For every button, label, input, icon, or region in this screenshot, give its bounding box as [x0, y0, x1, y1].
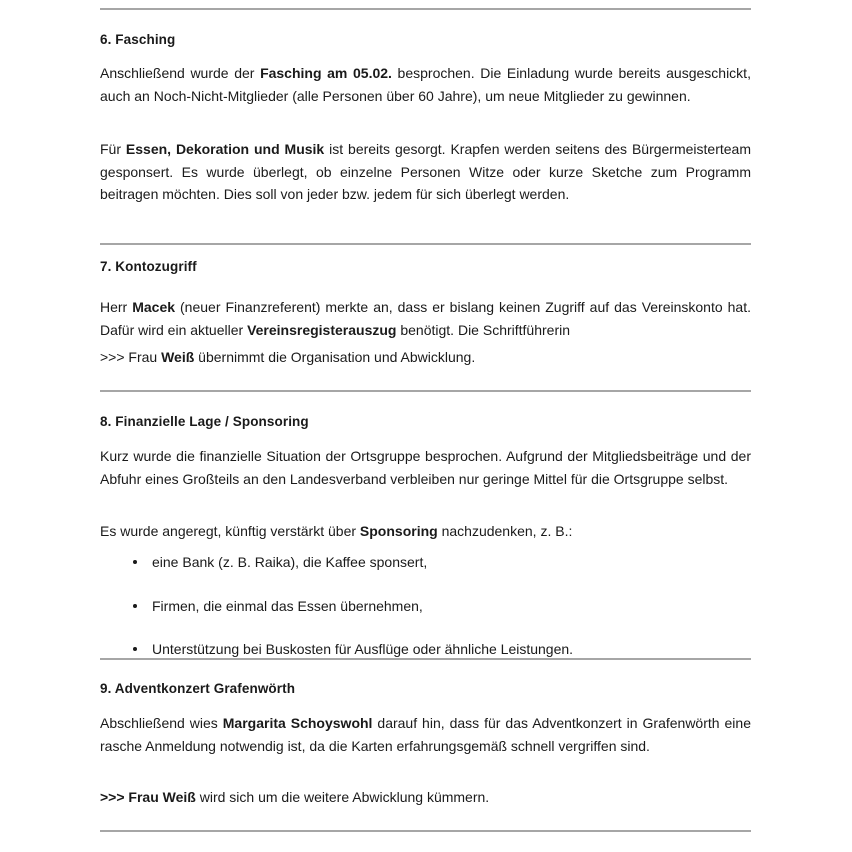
section-9-action-item — [100, 786, 751, 809]
body-text-run: benötigt. Die Schriftführerin — [396, 321, 570, 338]
emphasis-text: Weiß — [161, 349, 195, 365]
list-item-label: eine Bank (z. B. Raika), die Kaffee sponsert, — [152, 554, 428, 570]
emphasis-text: Fasching am 05.02. — [260, 65, 392, 81]
section-divider-8 — [100, 390, 751, 392]
body-text-run: nachzudenken, z. B.: — [437, 523, 573, 539]
section-divider-9 — [100, 658, 751, 660]
section-heading-8: 8. Finanzielle Lage / Sponsoring — [100, 414, 309, 429]
section-divider-7 — [100, 243, 751, 245]
emphasis-text: Margarita Schoyswohl — [222, 715, 373, 731]
body-text-run: ist bereits gesorgt. Krapfen werden seitens des Bürgermeisterteam gesponsert. Es wurde überlegt, ob einzelne Personen Witze oder kurze Sketche zum Programm beitragen möchten. Dies soll von jeder bzw. jedem für sich überlegt werden. — [100, 141, 751, 203]
list-item-label: Firmen, die einmal das Essen übernehmen, — [152, 597, 423, 614]
body-text-run: (neuer Finanzreferent) merkte an, dass er bislang keinen Zugriff auf das Vereinskonto hat. Dafür wird ein aktueller — [100, 299, 751, 338]
section-divider-bottom — [100, 830, 751, 832]
body-text-run: Es wurde angeregt, künftig verstärkt über — [100, 523, 360, 539]
section-7-paragraph-1 — [100, 296, 751, 341]
section-heading-9: 9. Adventkonzert Grafenwörth — [100, 681, 296, 696]
emphasis-text: Macek — [132, 299, 176, 315]
body-text-run: wird sich um die weitere Abwicklung kümmern. — [195, 789, 490, 805]
section-8-paragraph-2 — [100, 520, 751, 543]
body-text-run: Abschließend wies — [100, 715, 223, 731]
section-6-paragraph-2 — [100, 138, 751, 206]
list-item — [100, 552, 751, 574]
bullet-icon — [133, 560, 137, 564]
body-text-run: Für — [100, 141, 126, 157]
section-heading-6: 6. Fasching — [100, 32, 176, 47]
section-divider-top — [100, 8, 751, 10]
emphasis-text: Essen, Dekoration und Musik — [125, 141, 325, 157]
section-7-action-item — [100, 346, 751, 369]
bullet-icon — [133, 604, 137, 608]
section-9-paragraph-1 — [100, 712, 751, 757]
body-text-run: >>> Frau — [100, 349, 162, 365]
body-text-run: übernimmt die Organisation und Abwicklung. — [194, 349, 476, 365]
body-text-run: Herr — [100, 299, 133, 315]
emphasis-text: >>> Frau Weiß — [100, 789, 196, 805]
body-text-run: darauf hin, dass für das Adventkonzert in Grafenwörth eine rasche Anmeldung notwendig ist, da die Karten erfahrungsgemäß schnell vergriffen sind. — [100, 715, 751, 754]
body-text-run: Kurz wurde die finanzielle Situation der Ortsgruppe besprochen. Aufgrund der Mitgliedsbeiträge und der Abfuhr eines Großteils an den Landesverband verbleiben nur geringe Mittel für die Ortsgruppe selbst. — [100, 448, 751, 487]
body-text-run: Anschließend wurde der — [100, 65, 261, 81]
sponsoring-bullet-list — [100, 552, 751, 661]
list-item — [100, 596, 751, 618]
section-6-paragraph-1 — [100, 62, 751, 107]
body-text-run: besprochen. Die Einladung wurde bereits ausgeschickt, auch an Noch-Nicht-Mitglieder (alle Personen über 60 Jahre), um neue Mitglieder zu gewinnen. — [100, 65, 751, 104]
emphasis-text: Sponsoring — [359, 523, 438, 539]
section-8-paragraph-1 — [100, 445, 751, 490]
bullet-icon — [133, 647, 137, 651]
list-item-label: Unterstützung bei Buskosten für Ausflüge oder ähnliche Leistungen. — [152, 641, 574, 658]
section-heading-7: 7. Kontozugriff — [100, 259, 197, 274]
emphasis-text: Vereinsregisterauszug — [247, 321, 397, 338]
